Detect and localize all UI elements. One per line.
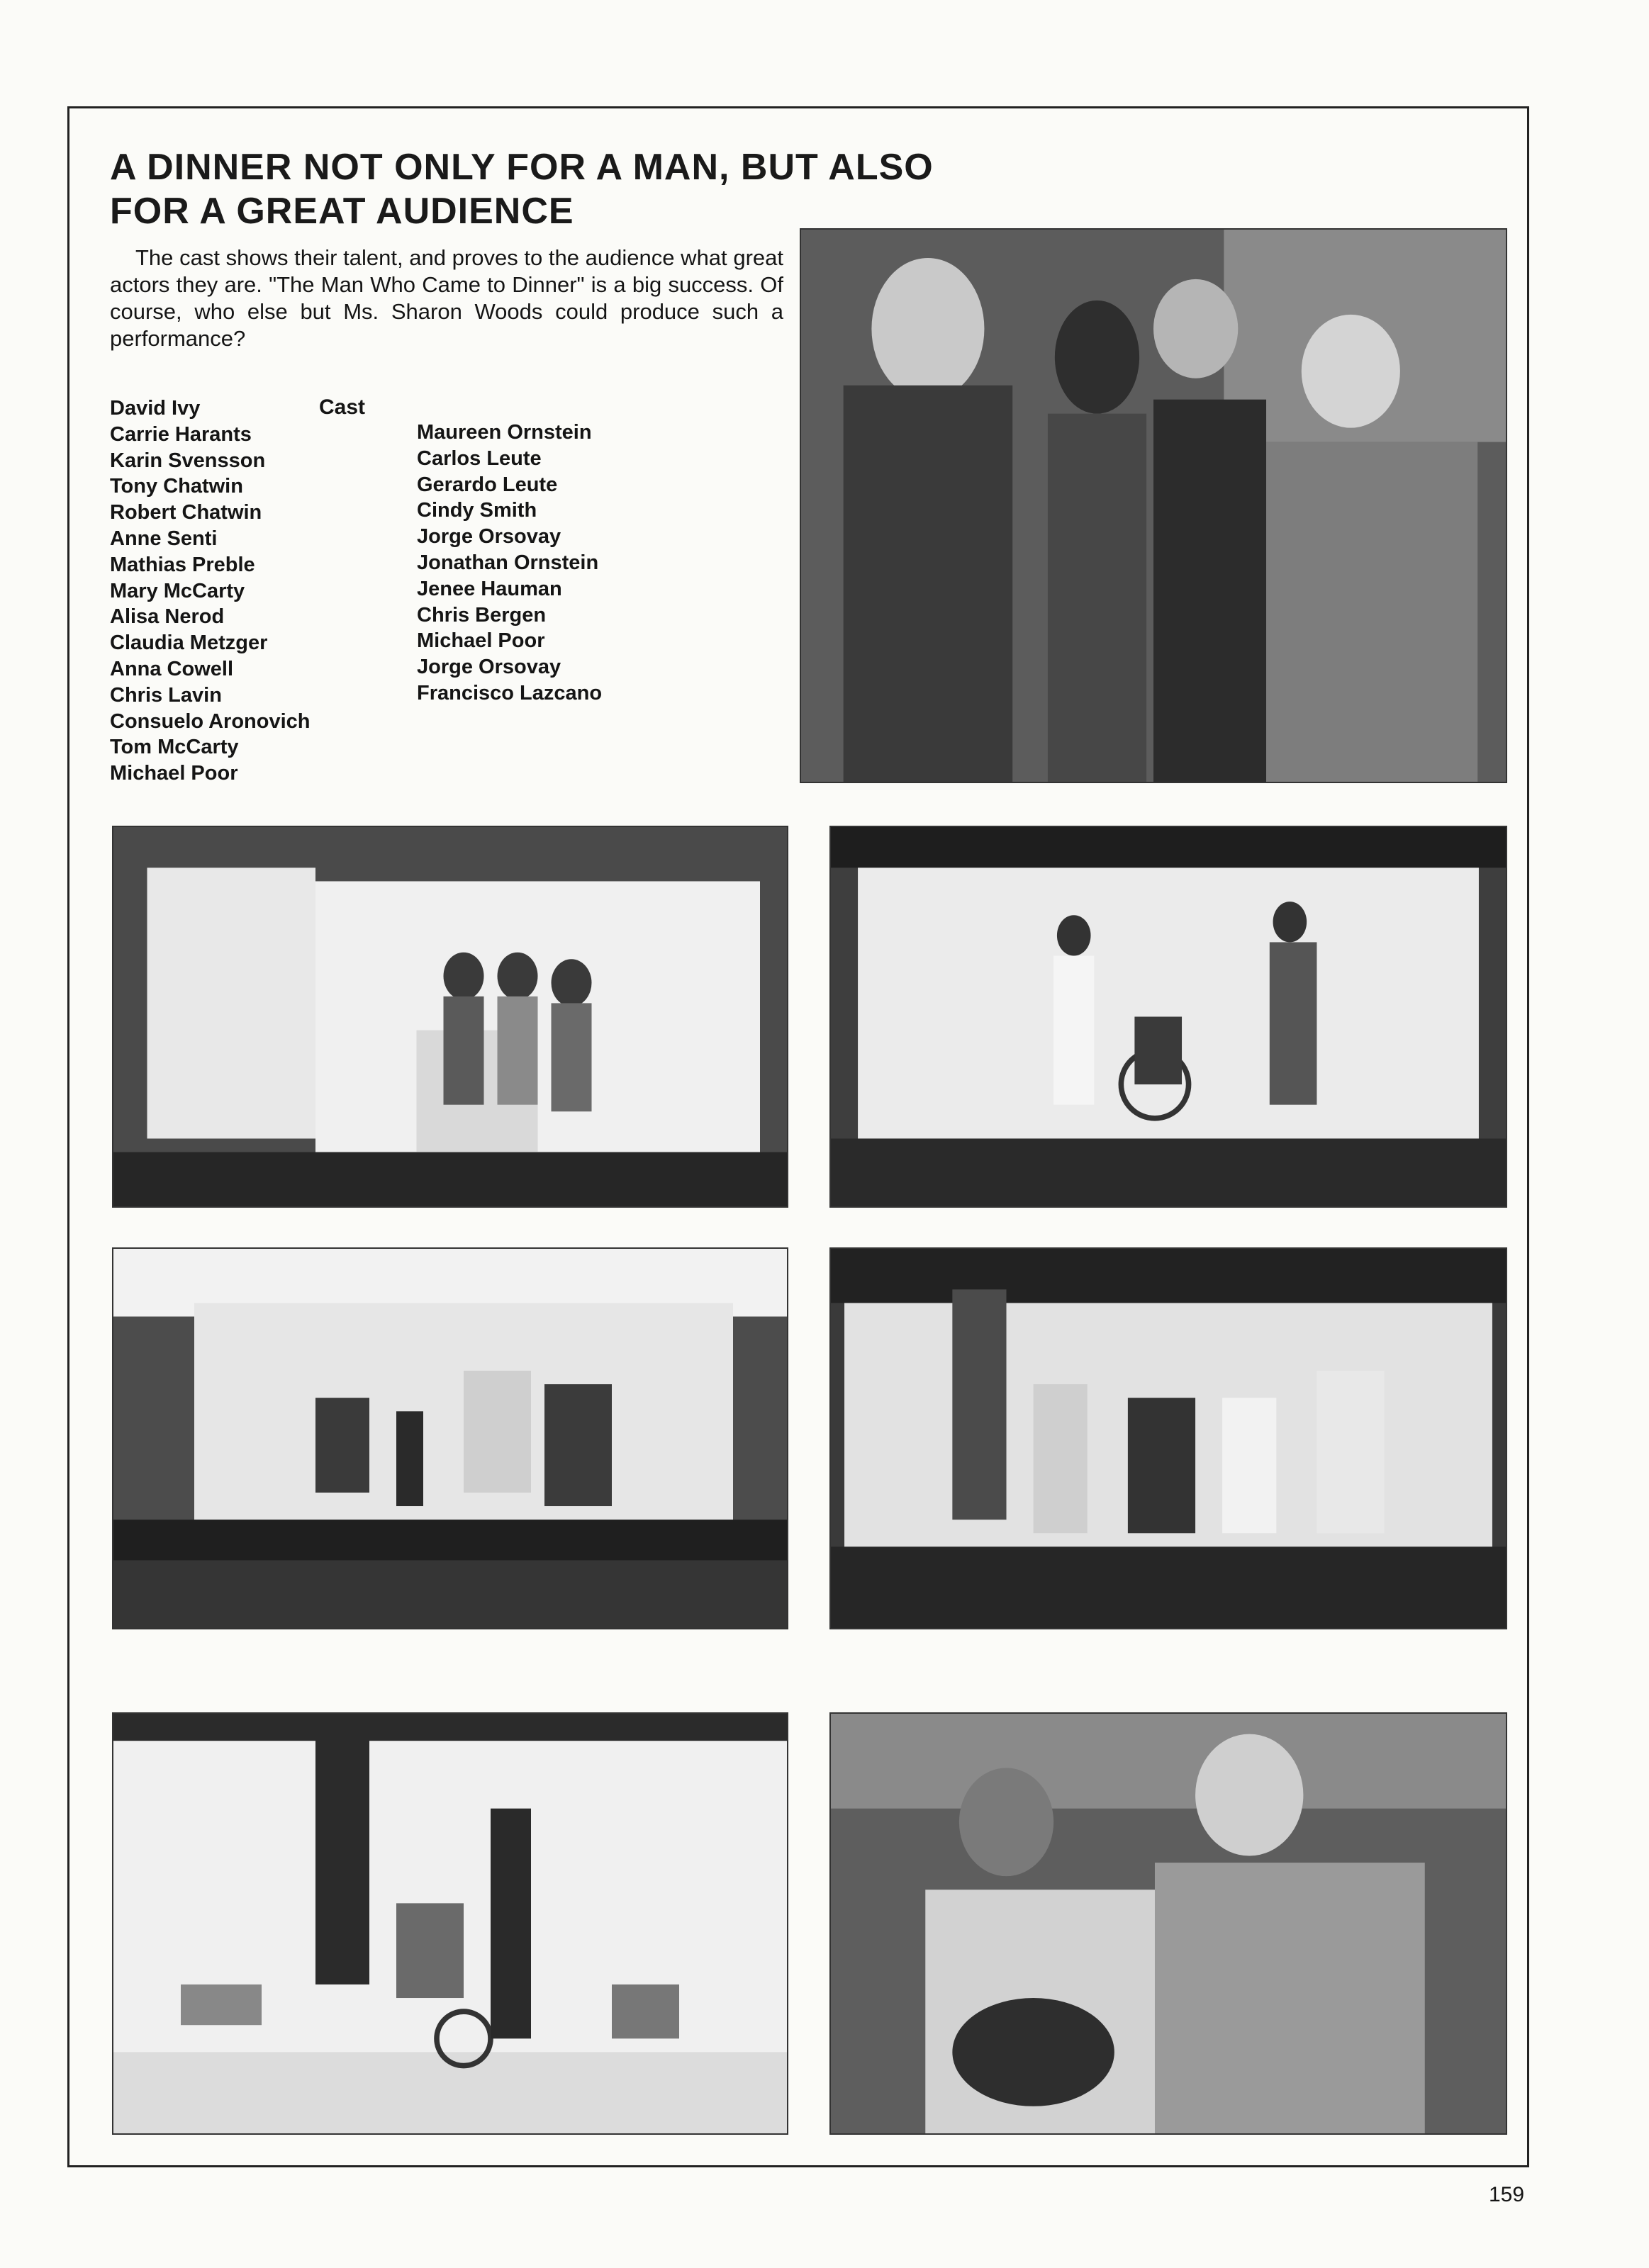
photo-stage-wide-view	[112, 1247, 788, 1629]
cast-member: Anna Cowell	[110, 657, 234, 680]
cast-member: Cindy Smith	[417, 499, 537, 522]
cast-member: Tony Chatwin	[110, 475, 243, 498]
cast-member: David Ivy	[110, 397, 201, 420]
photo-stage-props-scene-image	[113, 1714, 787, 2133]
title-line-1: A DINNER NOT ONLY FOR A MAN, BUT ALSO	[110, 147, 934, 188]
cast-member: Jonathan Ornstein	[417, 551, 599, 574]
photo-stage-desk-scene-image	[113, 827, 787, 1206]
cast-member: Carlos Leute	[417, 447, 542, 470]
photo-stage-props-scene	[112, 1712, 788, 2135]
cast-member: Jenee Hauman	[417, 577, 562, 600]
cast-member: Francisco Lazcano	[417, 681, 603, 704]
photo-stage-desk-scene	[112, 826, 788, 1208]
cast-member: Jorge Orsovay	[417, 525, 561, 549]
cast-member: Michael Poor	[417, 629, 545, 653]
cast-list-left	[110, 395, 311, 787]
cast-member: Mary McCarty	[110, 579, 245, 602]
photo-stage-group-scene	[829, 1247, 1507, 1629]
cast-member: Carrie Harants	[110, 422, 252, 446]
cast-member: Alisa Nerod	[110, 605, 225, 629]
cast-member: Jorge Orsovay	[417, 656, 561, 679]
cast-member: Michael Poor	[110, 762, 238, 785]
photo-cast-embrace	[800, 228, 1507, 783]
cast-member: Maureen Ornstein	[417, 421, 592, 444]
cast-member: Chris Lavin	[110, 683, 222, 707]
cast-member: Mathias Preble	[110, 553, 255, 576]
photo-stage-wheelchair-scene	[829, 826, 1507, 1208]
title-line-2: FOR A GREAT AUDIENCE	[110, 191, 574, 232]
photo-cast-embrace-image	[801, 230, 1506, 782]
photo-stage-wheelchair-scene-image	[831, 827, 1506, 1206]
cast-member: Gerardo Leute	[417, 473, 558, 496]
cast-member: Consuelo Aronovich	[110, 709, 311, 733]
cast-member: Karin Svensson	[110, 449, 266, 472]
article-title	[110, 145, 1032, 233]
photo-stage-group-scene-image	[831, 1249, 1506, 1628]
cast-member: Robert Chatwin	[110, 501, 262, 524]
page-number: 159	[1489, 2183, 1525, 2206]
intro-paragraph: The cast shows their talent, and proves to the audience what great actors they are. "The Man Who Came to Dinner" is a big success. Of course, who else but Ms. Sharon Woods could produce such a performance?	[110, 245, 783, 351]
cast-member: Claudia Metzger	[110, 631, 268, 655]
cast-heading: Cast	[319, 395, 366, 419]
cast-member: Tom McCarty	[110, 736, 239, 759]
photo-cast-crowd-closeup-image	[831, 1714, 1506, 2133]
cast-member: Chris Bergen	[417, 603, 547, 627]
photo-cast-crowd-closeup	[829, 1712, 1507, 2135]
photo-stage-wide-view-image	[113, 1249, 787, 1628]
cast-member: Anne Senti	[110, 527, 218, 550]
cast-list-right	[417, 420, 602, 707]
